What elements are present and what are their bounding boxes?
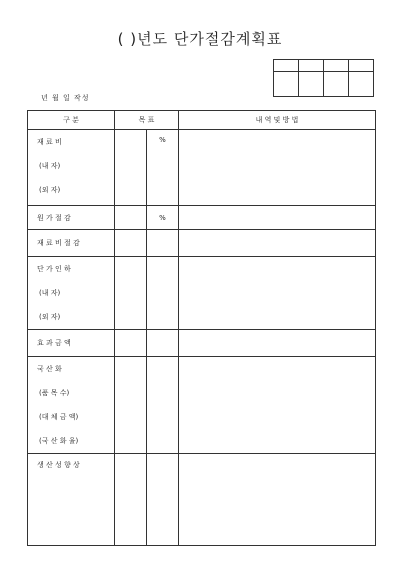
target-value-cell[interactable] (115, 454, 147, 546)
row-productivity (28, 454, 376, 546)
cost-reduction-unit: % (147, 206, 179, 230)
details-cell[interactable] (179, 330, 376, 357)
target-value-cell[interactable] (115, 257, 147, 330)
cost-reduction-label: 원 가 절 감 (28, 206, 115, 230)
effect-amount-label: 효 과 금 액 (28, 330, 115, 357)
target-unit-cell[interactable] (147, 257, 179, 330)
material-cost-main: 재 료 비 (37, 138, 62, 146)
localization-item-count: (품 목 수) (39, 389, 70, 397)
target-unit-cell[interactable] (147, 330, 179, 357)
unit-price-cut-foreign: (외 자) (39, 313, 61, 321)
approval-cell (349, 60, 374, 72)
details-cell[interactable] (179, 206, 376, 230)
header-category: 구 분 (28, 111, 115, 130)
approval-cell (299, 72, 324, 97)
material-cost-domestic: (내 자) (39, 162, 61, 170)
material-cost-label (28, 130, 115, 206)
details-cell[interactable] (179, 130, 376, 206)
target-value-cell[interactable] (115, 357, 147, 454)
localization-label (28, 357, 115, 454)
details-cell[interactable] (179, 454, 376, 546)
page-title: ( )년도 단가절감계획표 (117, 30, 283, 48)
approval-cell (274, 72, 299, 97)
row-unit-price-cut (28, 257, 376, 330)
unit-price-cut-main: 단 가 인 하 (37, 265, 71, 273)
header-row (28, 111, 376, 130)
header-target: 목 표 (115, 111, 179, 130)
unit-price-cut-domestic: (내 자) (39, 289, 61, 297)
details-cell[interactable] (179, 357, 376, 454)
cost-reduction-plan-table (27, 110, 376, 546)
row-effect-amount (28, 330, 376, 357)
unit-price-cut-label (28, 257, 115, 330)
material-reduction-label: 재 료 비 절 감 (28, 230, 115, 257)
details-cell[interactable] (179, 230, 376, 257)
productivity-label: 생 산 성 향 상 (28, 454, 115, 546)
approval-cell (299, 60, 324, 72)
row-material-reduction (28, 230, 376, 257)
target-unit-cell[interactable] (147, 230, 179, 257)
target-value-cell[interactable] (115, 330, 147, 357)
material-cost-foreign: (외 자) (39, 186, 61, 194)
approval-cell (324, 72, 349, 97)
material-cost-unit: % (147, 130, 179, 206)
target-value-cell[interactable] (115, 230, 147, 257)
target-value-cell[interactable] (115, 130, 147, 206)
target-unit-cell[interactable] (147, 454, 179, 546)
approval-cell (324, 60, 349, 72)
approval-stamp-box (273, 59, 374, 97)
approval-cell (349, 72, 374, 97)
row-cost-reduction (28, 206, 376, 230)
row-localization (28, 357, 376, 454)
header-details: 내 역 및 방 법 (179, 111, 376, 130)
localization-replacement-amount: (대 체 금 액) (39, 413, 79, 421)
approval-cell (274, 60, 299, 72)
target-unit-cell[interactable] (147, 357, 179, 454)
date-line: 년 월 일 작성 (41, 94, 90, 102)
localization-main: 국 산 화 (37, 365, 62, 373)
target-value-cell[interactable] (115, 206, 147, 230)
localization-rate: (국 산 화 율) (39, 437, 79, 445)
row-material-cost (28, 130, 376, 206)
details-cell[interactable] (179, 257, 376, 330)
